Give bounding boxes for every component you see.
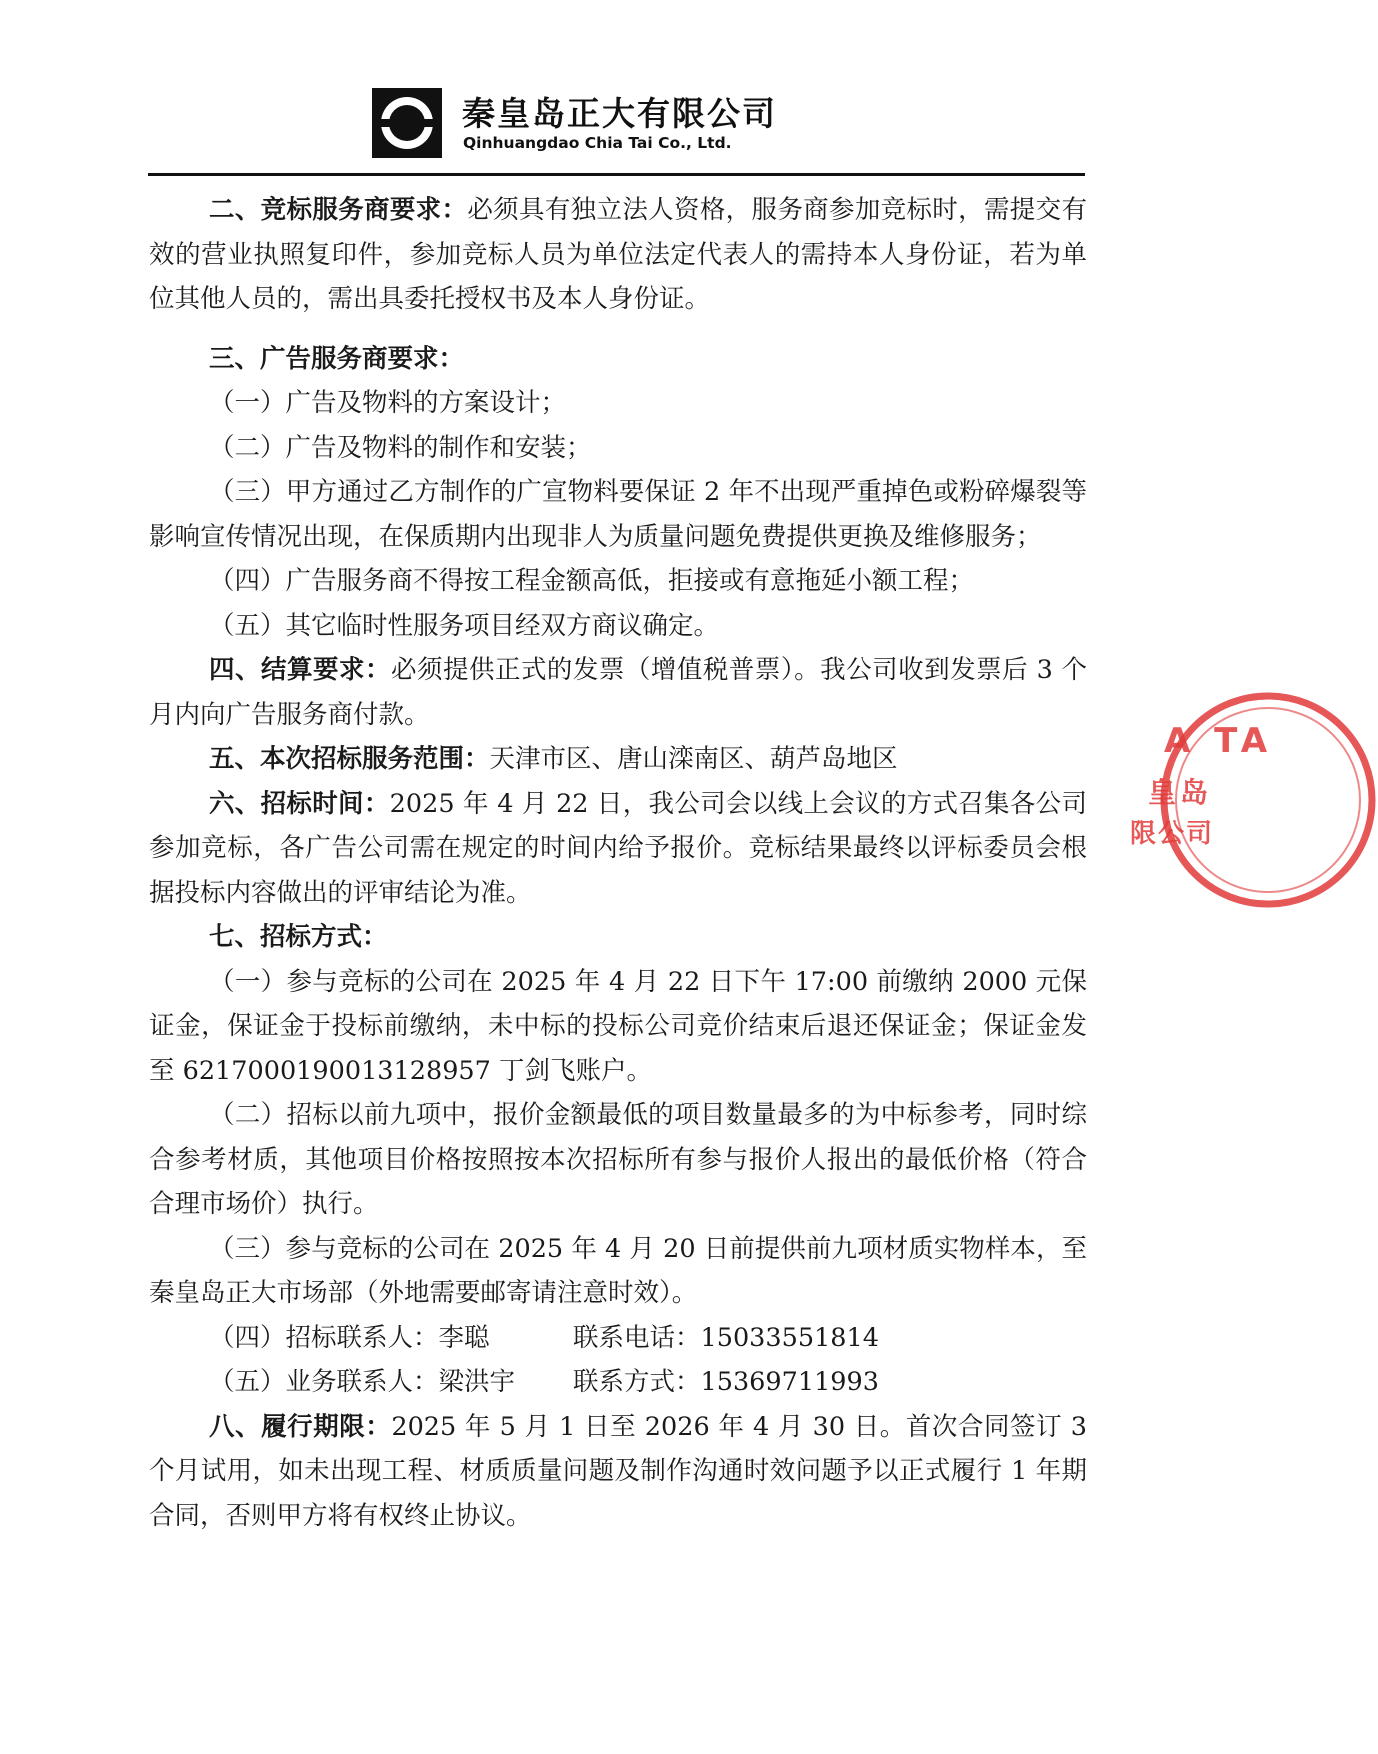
section-4-body: 必须提供正式的发票（增值税普票）。我公司收到发票后 3 个月内向广告服务商付款。 <box>149 655 1087 730</box>
company-name-cn: 秦皇岛正大有限公司 <box>462 94 777 133</box>
stamp-line-2: 限公司 <box>1130 819 1215 849</box>
section-3-item: （三）甲方通过乙方制作的广宣物料要保证 2 年不出现严重掉色或粉碎爆裂等影响宣传情况出现，在保质期内出现非人为质量问题免费提供更换及维修服务； <box>149 477 1087 552</box>
section-6 <box>149 782 1087 916</box>
stamp-line-1: 皇岛 <box>1148 776 1213 809</box>
section-3-item: （四）广告服务商不得按工程金额高低，拒接或有意拖延小额工程； <box>209 566 975 596</box>
section-3-item: （五）其它临时性服务项目经双方商议确定。 <box>209 610 720 641</box>
section-3-heading-line <box>149 337 1087 382</box>
contact-person: （五）业务联系人：梁洪宇 <box>209 1367 516 1397</box>
section-7-item: （三）参与竞标的公司在 2025 年 4 月 20 日前提供前九项材质实物样本，至秦皇岛正大市场部（外地需要邮寄请注意时效）。 <box>149 1233 1087 1308</box>
stamp-outer-text: A TA <box>1164 721 1274 761</box>
section-8-body: 2025 年 5 月 1 日至 2026 年 4 月 30 日。首次合同签订 3 个月试用，如未出现工程、材质质量问题及制作沟通时效问题予以正式履行 1 年期合同，否则甲方将有权终止协议。 <box>149 1411 1087 1531</box>
letterhead <box>0 0 1239 175</box>
section-2 <box>149 188 1087 322</box>
section-5 <box>149 737 1087 782</box>
section-3-item: （一）广告及物料的方案设计； <box>209 388 567 418</box>
company-seal-stamp <box>1130 690 1378 910</box>
section-5-body: 天津市区、唐山滦南区、葫芦岛地区 <box>489 744 898 774</box>
section-2-heading: 二、竞标服务商要求： <box>209 195 468 225</box>
section-6-body: 2025 年 4 月 22 日，我公司会以线上会议的方式召集各公司参加竞标，各广告公司需在规定的时间内给予报价。竞标结果最终以评标委员会根据投标内容做出的评审结论为准。 <box>149 788 1087 908</box>
contact-row-business <box>149 1360 1087 1405</box>
contact-row-bidding <box>149 1316 1087 1361</box>
section-4-heading: 四、结算要求： <box>209 655 391 685</box>
section-8 <box>149 1405 1087 1539</box>
section-7-heading-line <box>149 915 1087 960</box>
section-7-heading: 七、招标方式： <box>209 922 388 952</box>
section-6-heading: 六、招标时间： <box>209 788 390 819</box>
contact-phone: 联系电话：15033551814 <box>573 1322 879 1353</box>
section-4 <box>149 648 1087 737</box>
contact-phone: 联系方式：15369711993 <box>573 1367 879 1397</box>
chia-tai-logo-icon <box>372 88 442 158</box>
section-2-body: 必须具有独立法人资格，服务商参加竞标时，需提交有效的营业执照复印件，参加竞标人员为单位法定代表人的需持本人身份证，若为单位其他人员的，需出具委托授权书及本人身份证。 <box>149 195 1087 314</box>
section-7-item: （一）参与竞标的公司在 2025 年 4 月 22 日下午 17:00 前缴纳 2000 元保证金，保证金于投标前缴纳，未中标的投标公司竞价结束后退还保证金；保证金发至 6217000190013128957 丁剑飞账户。 <box>149 966 1087 1086</box>
company-name-en: Qinhuangdao Chia Tai Co., Ltd. <box>463 134 732 152</box>
section-8-heading: 八、履行期限： <box>209 1411 392 1442</box>
section-3-item: （二）广告及物料的制作和安装； <box>209 432 592 463</box>
section-7-item: （二）招标以前九项中，报价金额最低的项目数量最多的为中标参考，同时综合参考材质，其他项目价格按照按本次招标所有参与报价人报出的最低价格（符合合理市场价）执行。 <box>149 1100 1087 1219</box>
section-5-heading: 五、本次招标服务范围： <box>209 744 490 774</box>
contact-person: （四）招标联系人：李聪 <box>209 1322 490 1353</box>
section-3-heading: 三、广告服务商要求： <box>209 343 465 374</box>
document-body <box>149 188 1087 1538</box>
header-divider <box>148 173 1085 176</box>
